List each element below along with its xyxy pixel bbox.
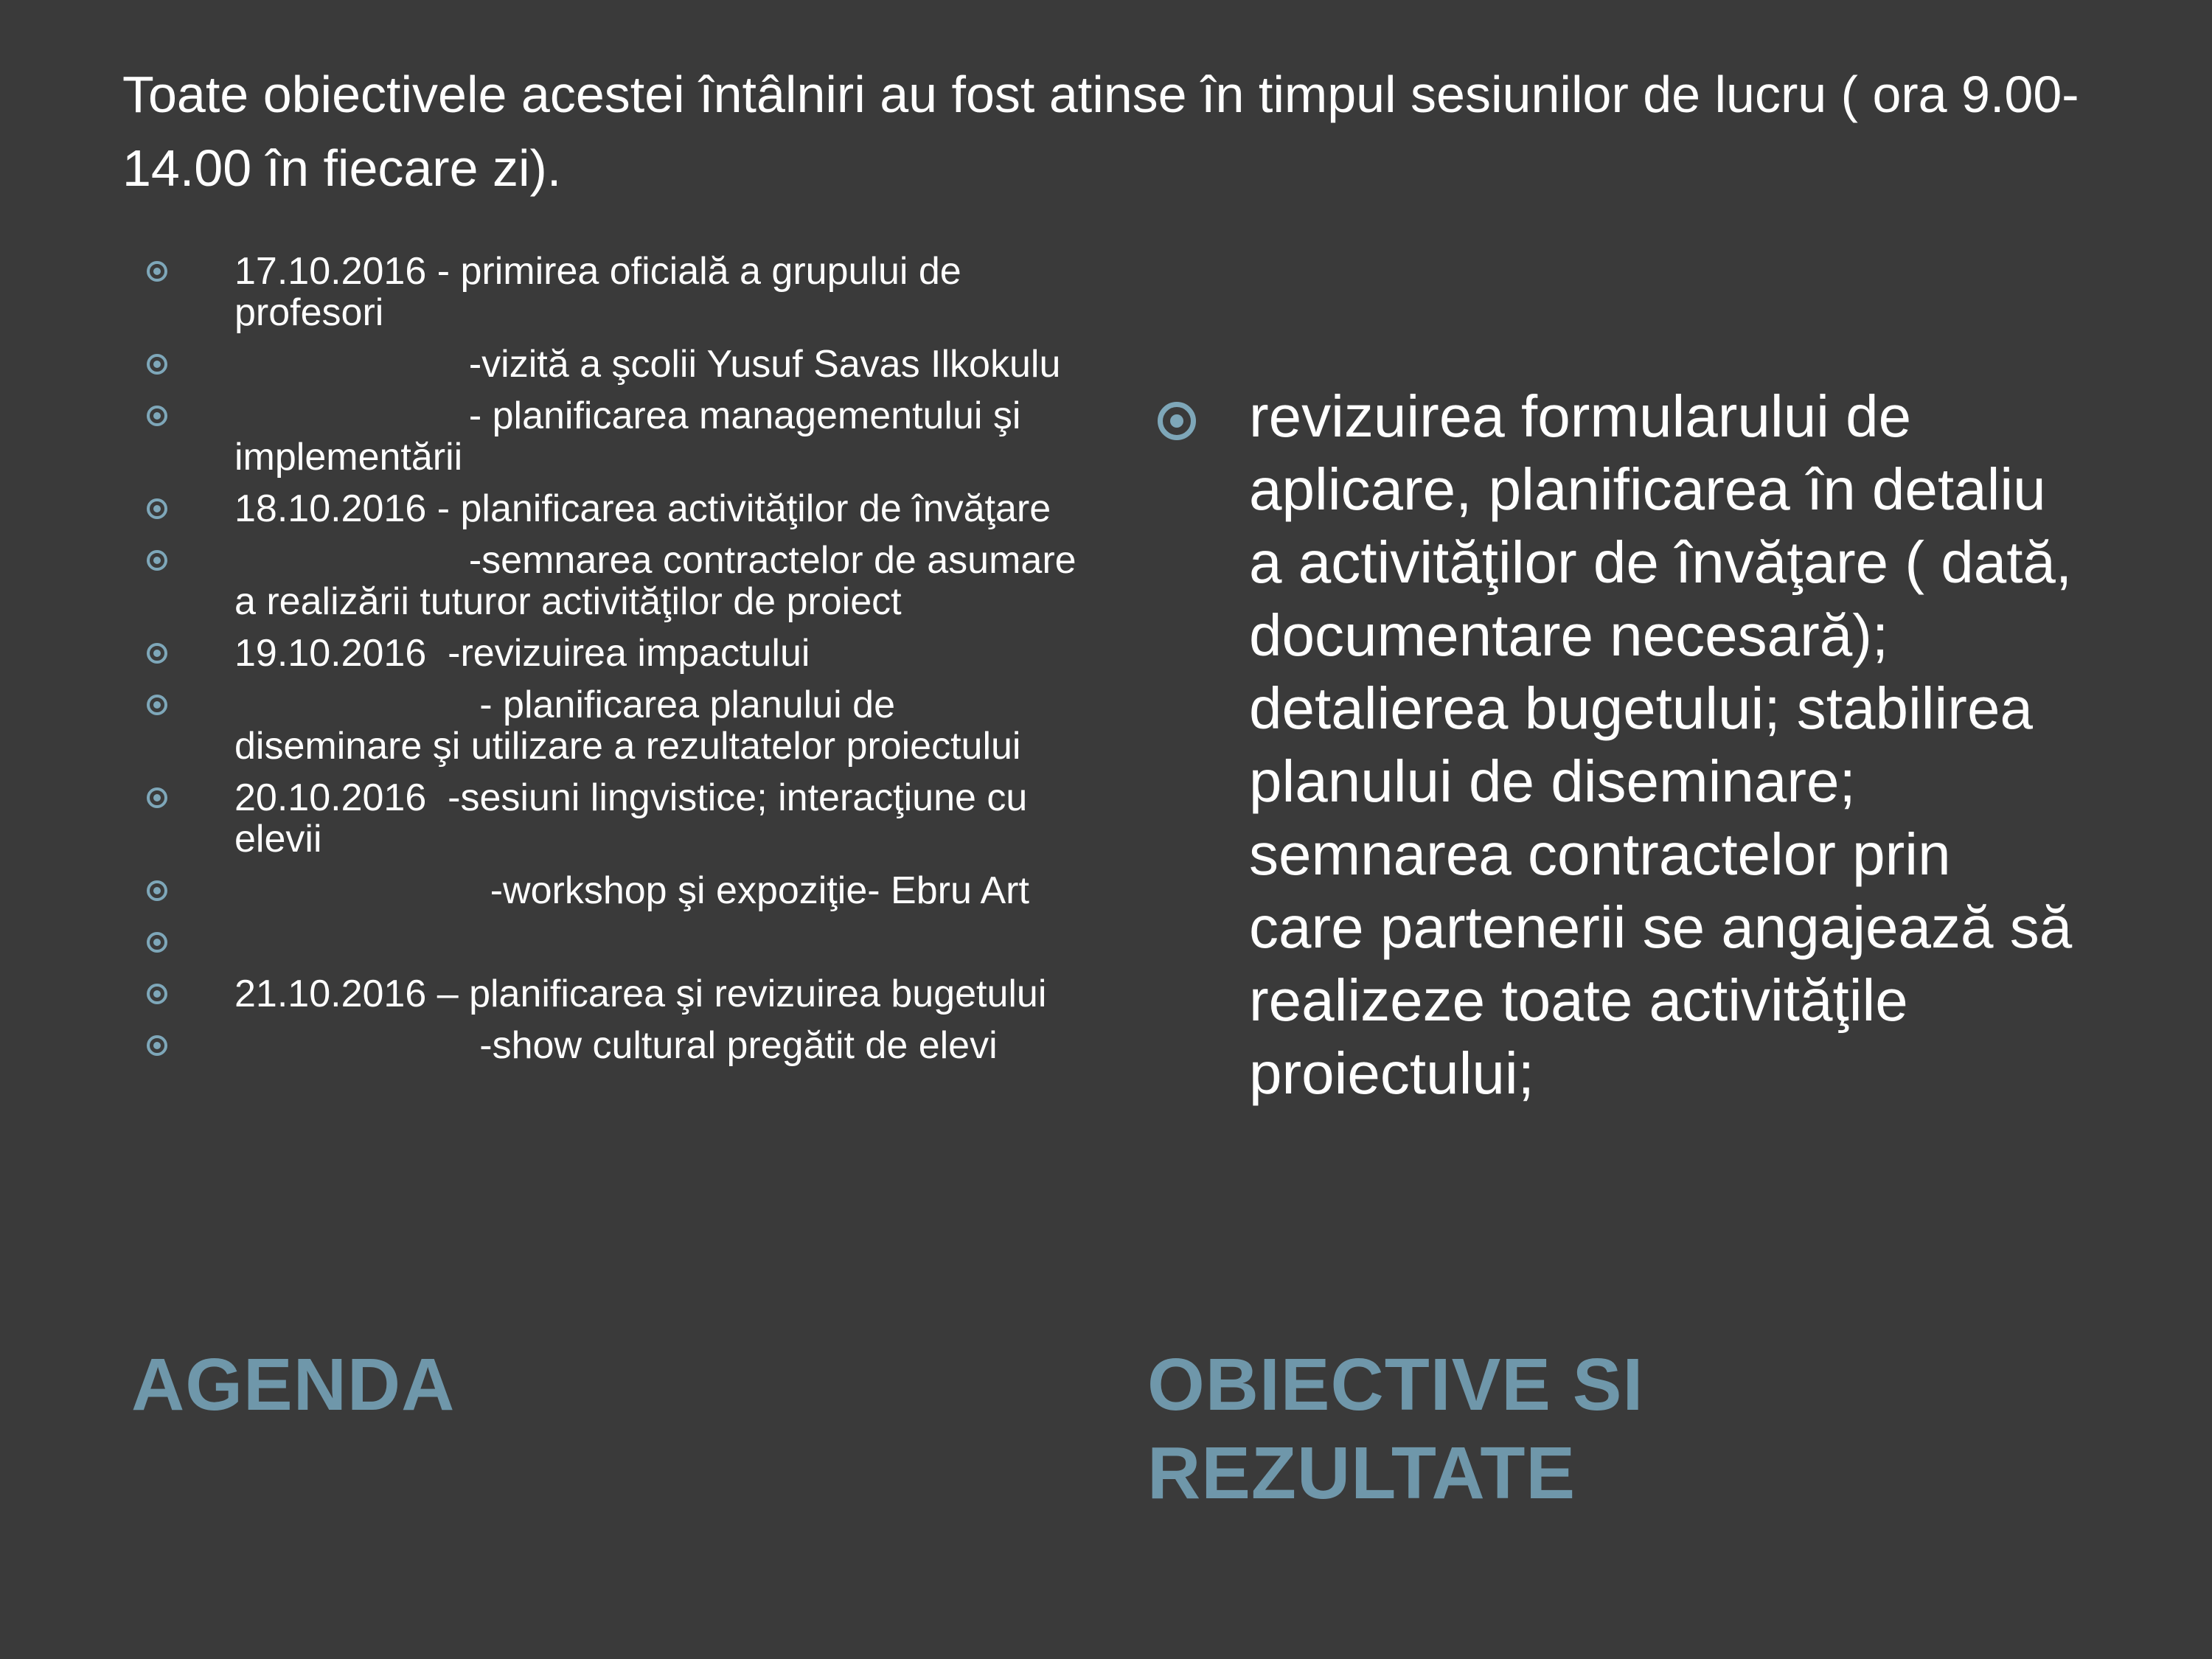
agenda-item-text: 21.10.2016 – planificarea şi revizuirea bugetului: [234, 973, 1047, 1015]
list-item: [140, 633, 1091, 674]
agenda-item-text: 17.10.2016 - primirea oficială a grupului de profesori: [234, 250, 973, 334]
agenda-item-text: -vizită a şcolii Yusuf Savas Ilkokulu: [234, 343, 1061, 386]
list-item: [140, 922, 1091, 963]
agenda-item-text: 19.10.2016 -revizuirea impactului: [234, 632, 810, 675]
bullet-icon: [147, 1035, 167, 1056]
list-item: [140, 684, 1091, 767]
agenda-title: AGENDA: [131, 1343, 456, 1426]
list-item: [140, 777, 1091, 860]
bullet-icon: [147, 984, 167, 1004]
bullet-icon: [1158, 402, 1196, 440]
bullet-icon: [147, 695, 167, 715]
bullet-icon: [147, 550, 167, 571]
agenda-item-text: 18.10.2016 - planificarea activităţilor de învăţare: [234, 487, 1051, 530]
agenda-list: [140, 251, 1091, 1077]
list-item: [140, 540, 1091, 622]
bullet-icon: [147, 643, 167, 664]
bullet-icon: [147, 932, 167, 953]
bullet-icon: [147, 354, 167, 375]
agenda-item-text: - planificarea planului de diseminare şi utilizare a rezultatelor proiectului: [234, 684, 1021, 768]
objectives-block: [1158, 380, 2079, 1110]
list-item: [140, 395, 1091, 478]
list-item: [140, 1025, 1091, 1066]
list-item: [140, 973, 1091, 1015]
objectives-title: OBIECTIVE SI REZULTATE: [1147, 1343, 1644, 1514]
objectives-text: revizuirea formularului de aplicare, planificarea în detaliu a activităţilor de învăţare ( dată, documentare necesară); detalierea bugetului; stabilirea planului de diseminare; semnarea contractelor prin care partenerii se angajează să realizeze toate activităţile proiectului;: [1249, 383, 2073, 1106]
agenda-item-text: - planificarea managementului şi implementării: [234, 394, 1032, 479]
bullet-icon: [147, 406, 167, 426]
agenda-item-text: 20.10.2016 -sesiuni lingvistice; interacţiune cu elevii: [234, 776, 1038, 860]
bullet-icon: [147, 498, 167, 519]
agenda-item-text: -show cultural pregătit de elevi: [234, 1024, 998, 1067]
bullet-icon: [147, 261, 167, 282]
bullet-icon: [147, 787, 167, 808]
intro-text: Toate obiectivele acestei întâlniri au fost atinse în timpul sesiunilor de lucru ( ora 9.00- 14.00 în fiecare zi).: [122, 66, 2079, 197]
list-item: [140, 488, 1091, 529]
agenda-item-text: -workshop şi expoziţie- Ebru Art: [234, 869, 1029, 912]
list-item: [140, 251, 1091, 333]
bullet-icon: [147, 880, 167, 901]
list-item: [140, 870, 1091, 911]
list-item: [140, 344, 1091, 385]
agenda-item-text: -semnarea contractelor de asumare a realizării tuturor activităţilor de proiect: [234, 539, 1088, 623]
